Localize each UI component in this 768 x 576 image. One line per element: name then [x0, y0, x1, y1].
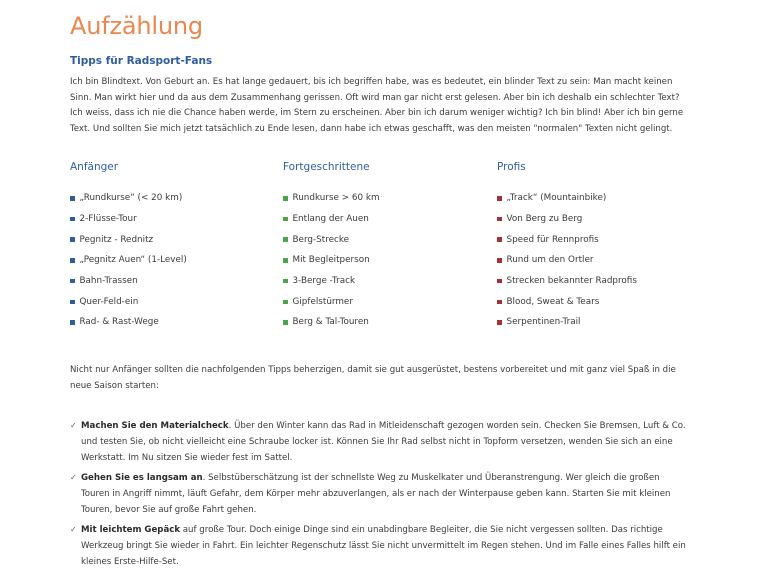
list-item [70, 229, 270, 250]
list-item [70, 291, 270, 312]
list-item [497, 250, 697, 271]
tip-text: . Selbstüberschätzung ist der schnellste Weg zu Muskelkater und Überanstrengung. Wer gleich die großen Touren in Angriff nimmt, läuft Gefahr, dem Körper mehr abzuverlangen, als er nach der Winterpause geben kann. Starten Sie mit kleinen Touren, bevor Sie auf große Fahrt gehen. [81, 473, 671, 515]
beginner-list [70, 188, 270, 333]
check-icon: ✓ [70, 421, 77, 430]
list-item [283, 291, 483, 312]
square-bullet-icon [497, 258, 502, 263]
list-item [70, 271, 270, 292]
list-item-label: Speed für Rennprofis [506, 234, 599, 245]
column-advanced [283, 161, 483, 333]
square-bullet-icon [70, 237, 75, 242]
square-bullet-icon [70, 279, 75, 284]
column-beginner [70, 161, 270, 333]
list-item-label: „Rundkurse“ (< 20 km) [79, 193, 183, 204]
list-item-label: Berg & Tal-Touren [292, 317, 369, 328]
list-item-label: Pegnitz - Rednitz [79, 234, 154, 245]
list-item-label: Von Berg zu Berg [506, 214, 583, 225]
list-item-label: Mit Begleitperson [292, 255, 370, 266]
lead-paragraph: Nicht nur Anfänger sollten die nachfolgenden Tipps beherzigen, damit sie gut ausgerüstet, bestens vorbereitet und mit ganz viel Spaß in die neue Saison starten: [70, 365, 676, 391]
list-item-label: Berg-Strecke [292, 234, 350, 245]
list-item-label: Gipfelstürmer [292, 296, 353, 307]
square-bullet-icon [70, 258, 75, 263]
list-item-label: Strecken bekannter Radprofis [506, 276, 637, 287]
list-item [283, 271, 483, 292]
square-bullet-icon [283, 258, 288, 263]
tip-title: Machen Sie den Materialcheck [81, 421, 229, 431]
list-item [283, 209, 483, 230]
section-subtitle: Tipps für Radsport-Fans [70, 55, 213, 67]
square-bullet-icon [497, 320, 502, 325]
tip-text: auf große Tour. Doch einige Dinge sind ein unabdingbare Begleiter, die Sie nicht vergessen sollten. Das richtige Werkzeug bringt Sie wieder in Fahrt. Ein leichter Regenschutz lässt Sie nicht unvermittelt im Regen stehen. Und im Falle eines Falles hilft ein kleines Erste-Hilfe-Set. [81, 525, 686, 567]
square-bullet-icon [497, 300, 502, 305]
tip-item [70, 522, 690, 570]
square-bullet-icon [283, 237, 288, 242]
list-item-label: Rundkurse > 60 km [292, 193, 380, 204]
list-item [497, 271, 697, 292]
list-item-label: Rad- & Rast-Wege [79, 317, 159, 328]
list-item-label: Bahn-Trassen [79, 276, 138, 287]
column-pro [497, 161, 697, 333]
column-heading-pro: Profis [497, 161, 526, 173]
list-item [497, 229, 697, 250]
check-icon: ✓ [70, 473, 77, 482]
square-bullet-icon [497, 237, 502, 242]
square-bullet-icon [497, 196, 502, 201]
square-bullet-icon [497, 279, 502, 284]
list-item [283, 188, 483, 209]
intro-paragraph: Ich bin Blindtext. Von Geburt an. Es hat lange gedauert, bis ich begriffen habe, was es bedeutet, ein blinder Text zu sein: Man macht keinen Sinn. Man wirkt hier und da aus dem Zusammenhang gerissen. Oft wird man gar nicht erst gelesen. Aber bin ich deshalb ein schlechter Text? Ich weiss, dass ich nie die Chance haben werde, im Stern zu erscheinen. Aber bin ich darum weniger wichtig? Ich bin blind! Aber ich bin gerne Text. Und sollten Sie mich jetzt tatsächlich zu Ende lesen, dann habe ich etwas geschafft, was den meisten "normalen" Texten nicht gelingt. [70, 77, 684, 134]
list-item [283, 250, 483, 271]
tip-title: Gehen Sie es langsam an [81, 473, 203, 483]
list-item [70, 312, 270, 333]
column-heading-beginner: Anfänger [70, 161, 119, 173]
list-item-label: „Track“ (Mountainbike) [506, 193, 607, 204]
list-item-label: Rund um den Ortler [506, 255, 594, 266]
list-item [497, 209, 697, 230]
square-bullet-icon [497, 217, 502, 222]
tip-text: . Über den Winter kann das Rad in Mitleidenschaft gezogen worden sein. Checken Sie Bremsen, Luft & Co. und testen Sie, ob nicht vielleicht eine Schraube locker ist. Können Sie Ihr Rad selbst nicht in Topform versetzen, wenden Sie sich an eine Werkstatt. Im Nu sitzen Sie wieder fest im Sattel. [81, 421, 686, 463]
square-bullet-icon [70, 196, 75, 201]
check-icon: ✓ [70, 525, 77, 534]
list-item [497, 291, 697, 312]
square-bullet-icon [70, 217, 75, 222]
list-item [70, 188, 270, 209]
list-item-label: „Pegnitz Auen“ (1-Level) [79, 255, 187, 266]
tip-title: Mit leichtem Gepäck [81, 525, 181, 535]
list-item [497, 312, 697, 333]
square-bullet-icon [283, 279, 288, 284]
list-item-label: Quer-Feld-ein [79, 296, 139, 307]
square-bullet-icon [283, 217, 288, 222]
tip-item [70, 470, 690, 518]
pro-list [497, 188, 697, 333]
square-bullet-icon [283, 320, 288, 325]
square-bullet-icon [283, 300, 288, 305]
list-item-label: Serpentinen-Trail [506, 317, 581, 328]
tip-item [70, 418, 690, 466]
square-bullet-icon [283, 196, 288, 201]
square-bullet-icon [70, 320, 75, 325]
tips-list [70, 418, 690, 574]
list-item-label: Entlang der Auen [292, 214, 369, 225]
list-item-label: 2-Flüsse-Tour [79, 214, 137, 225]
column-heading-advanced: Fortgeschrittene [283, 161, 370, 173]
page-title: Aufzählung [70, 12, 203, 40]
list-item [497, 188, 697, 209]
list-item [70, 209, 270, 230]
list-item [70, 250, 270, 271]
list-item-label: Blood, Sweat & Tears [506, 296, 600, 307]
list-item [283, 229, 483, 250]
list-item [283, 312, 483, 333]
advanced-list [283, 188, 483, 333]
list-item-label: 3-Berge -Track [292, 276, 356, 287]
square-bullet-icon [70, 300, 75, 305]
